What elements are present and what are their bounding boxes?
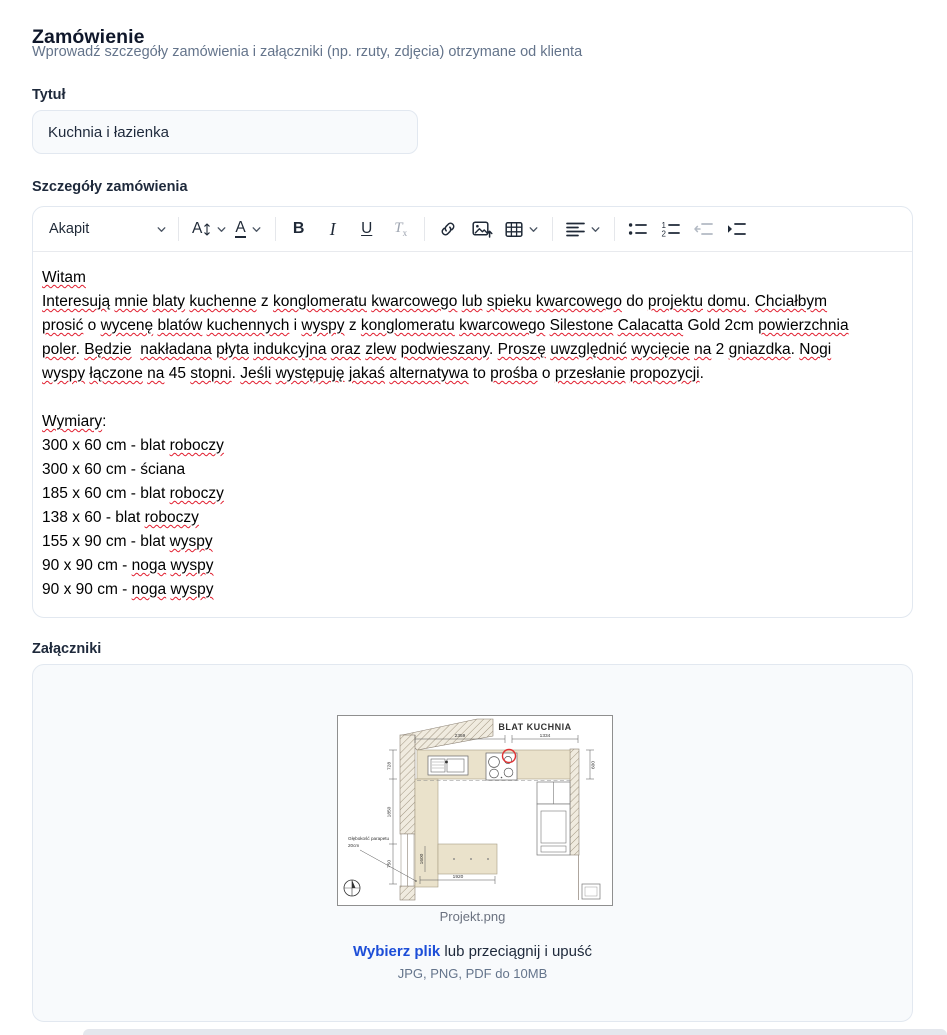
text-color-icon: A xyxy=(235,220,245,239)
editor-toolbar xyxy=(33,207,912,252)
link-button[interactable] xyxy=(434,214,462,244)
page-title: Zamówienie xyxy=(32,26,145,49)
text-color-button[interactable] xyxy=(231,214,265,244)
plan-dim-top-left: 2359 xyxy=(454,734,466,739)
choose-file-link[interactable]: Wybierz plik xyxy=(352,943,441,960)
font-size-updown-icon xyxy=(203,222,211,237)
plan-dim-left-middle: 1850 xyxy=(387,806,393,818)
upload-instruction xyxy=(33,943,912,960)
title-input[interactable] xyxy=(32,110,418,154)
chevron-down-icon xyxy=(156,224,167,235)
svg-text:1: 1 xyxy=(661,221,667,230)
details-label: Szczegóły zamówienia xyxy=(32,179,188,195)
plan-note-line2: 20cm xyxy=(348,843,360,848)
table-icon xyxy=(505,221,523,238)
editor-line: poler. Będzie nakładana płyta indukcyjna oraz zlew podwieszany. Proszę uwzględnić wycięcie na 2 gniazdka. Nogi xyxy=(42,341,832,358)
chevron-down-icon xyxy=(590,224,601,235)
bold-button[interactable] xyxy=(285,214,313,244)
toolbar-separator xyxy=(275,217,276,241)
bullet-list-icon xyxy=(628,221,647,237)
editor-line: prosić o wycenę blatów kuchennych i wyspy z konglomeratu kwarcowego Silestone Calacatta Gold 2cm powierzchnia xyxy=(42,317,849,334)
editor-line: 138 x 60 - blat roboczy xyxy=(42,509,199,526)
plan-dim-top-right: 1334 xyxy=(539,734,551,739)
text-align-button[interactable] xyxy=(562,214,605,244)
plan-dim-left-upper: 728 xyxy=(387,761,393,771)
editor-line: 300 x 60 cm - blat roboczy xyxy=(42,437,224,454)
plan-dim-right: 600 xyxy=(591,760,597,770)
editor-line: 155 x 90 cm - blat wyspy xyxy=(42,533,213,550)
underline-icon: U xyxy=(361,220,373,237)
image-upload-icon xyxy=(472,220,493,239)
outdent-icon xyxy=(694,222,713,236)
italic-button[interactable] xyxy=(319,214,347,244)
font-size-button[interactable]: A xyxy=(188,214,231,244)
toolbar-separator xyxy=(552,217,553,241)
editor-line xyxy=(42,386,903,410)
upload-instruction-rest: lub przeciągnij i upuść xyxy=(440,943,592,960)
chevron-down-icon xyxy=(216,224,227,235)
outdent-button[interactable] xyxy=(690,214,718,244)
attachments-label: Załączniki xyxy=(32,641,102,657)
bullet-list-button[interactable] xyxy=(624,214,652,244)
editor-content[interactable] xyxy=(33,252,912,617)
link-icon xyxy=(439,220,457,238)
paragraph-style-select[interactable] xyxy=(47,214,169,244)
insert-table-button[interactable] xyxy=(501,214,543,244)
next-section-divider xyxy=(83,1029,947,1035)
ordered-list-icon xyxy=(661,221,680,237)
toolbar-separator xyxy=(614,217,615,241)
editor-line: Wymiary: xyxy=(42,413,107,430)
clear-formatting-button[interactable] xyxy=(387,214,415,244)
editor-line: Interesują mnie blaty kuchenne z konglomeratu kwarcowego lub spieku kwarcowego do projektu domu. Chciałbym xyxy=(42,293,828,310)
attachments-dropzone[interactable] xyxy=(32,664,913,1022)
editor-line: 90 x 90 cm - noga wyspy xyxy=(42,581,214,598)
indent-button[interactable] xyxy=(723,214,751,244)
chevron-down-icon xyxy=(528,224,539,235)
plan-note-line1: Głębokość parapetu xyxy=(348,836,390,841)
upload-hint: JPG, PNG, PDF do 10MB xyxy=(397,966,548,981)
editor-line: 185 x 60 cm - blat roboczy xyxy=(42,485,224,502)
align-left-icon xyxy=(566,222,585,237)
compass-icon xyxy=(344,880,360,896)
underline-button[interactable] xyxy=(353,214,381,244)
editor-line: Witam xyxy=(42,269,86,286)
toolbar-separator xyxy=(178,217,179,241)
plan-dim-left-lower: 750 xyxy=(387,859,393,869)
italic-icon: I xyxy=(329,218,336,239)
chevron-down-icon xyxy=(251,224,262,235)
title-label: Tytuł xyxy=(32,87,66,103)
svg-text:2: 2 xyxy=(661,229,667,237)
ordered-list-button[interactable] xyxy=(657,214,685,244)
page-subtitle: Wprowadź szczegóły zamówienia i załączniki (np. rzuty, zdjęcia) otrzymane od klienta xyxy=(32,44,583,60)
clear-formatting-icon: $T_x$ xyxy=(394,220,408,238)
editor-line: 300 x 60 cm - ściana xyxy=(42,461,186,478)
preview-caption: Projekt.png xyxy=(439,909,506,924)
toolbar-separator xyxy=(424,217,425,241)
floor-plan-svg xyxy=(338,716,612,905)
rich-text-editor xyxy=(32,206,913,618)
editor-line: 90 x 90 cm - noga wyspy xyxy=(42,557,214,574)
plan-dim-island: 1600 xyxy=(420,853,425,865)
indent-icon xyxy=(727,222,746,236)
paragraph-style-label: Akapit xyxy=(49,221,90,237)
insert-image-button[interactable] xyxy=(468,214,497,244)
plan-title: BLAT KUCHNIA xyxy=(498,722,572,732)
editor-line: wyspy łączone na 45 stopni. Jeśli występuję jakaś alternatywa to prośba o przesłanie propozycji. xyxy=(42,365,704,382)
attachment-preview[interactable] xyxy=(337,715,613,906)
bold-icon: B xyxy=(292,220,305,237)
plan-dim-bottom: 1920 xyxy=(452,875,464,880)
